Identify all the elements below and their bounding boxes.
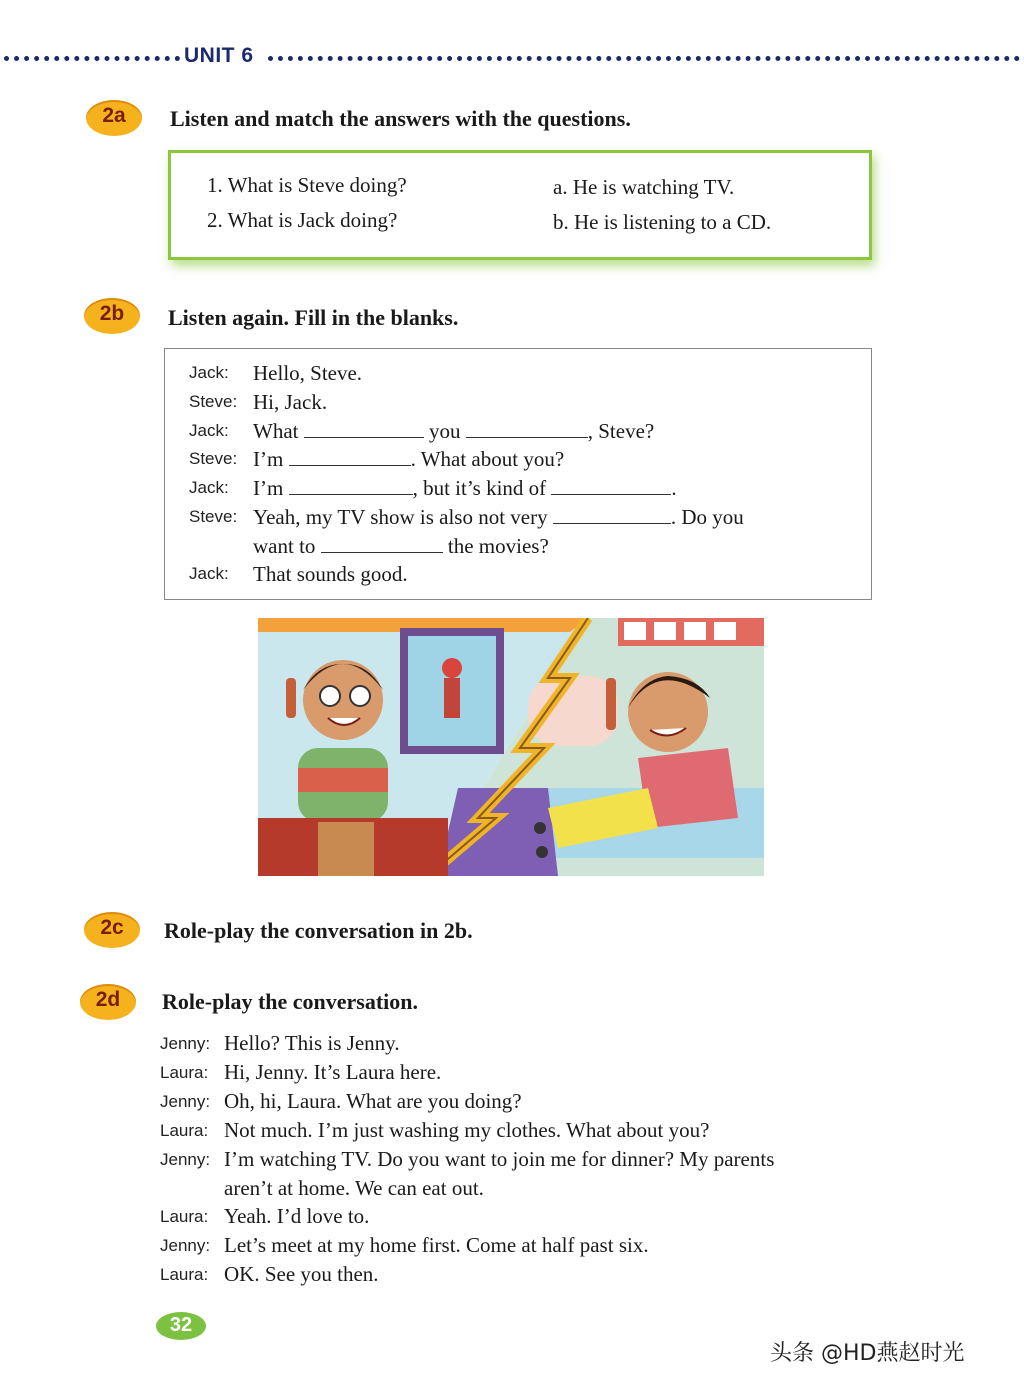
answer-blank[interactable]	[289, 447, 411, 466]
speaker: Steve:	[189, 392, 238, 411]
line-fragment: .	[671, 476, 677, 500]
badge-2d-label: 2d	[95, 988, 121, 1011]
speaker: Steve:	[189, 507, 238, 526]
speaker: Jack:	[189, 421, 229, 440]
line-fragment: What	[253, 419, 299, 443]
instruction-2a: Listen and match the answers with the questions.	[170, 106, 631, 131]
answer-blank[interactable]	[289, 476, 413, 495]
line-text	[253, 505, 744, 530]
badge-2c	[84, 912, 140, 948]
line-fragment: , Steve?	[587, 419, 655, 443]
match-box	[168, 150, 872, 260]
line-fragment: the movies?	[447, 534, 549, 558]
line-text: That sounds good.	[253, 562, 408, 586]
line-text: Hi, Jenny. It’s Laura here.	[224, 1060, 442, 1084]
phone-call-illustration	[258, 618, 764, 876]
answer-b: b. He is listening to a CD.	[553, 210, 772, 234]
line-text	[253, 447, 564, 472]
page-number-badge	[156, 1312, 206, 1340]
page-number: 32	[169, 1314, 193, 1336]
badge-2a-label: 2a	[102, 104, 126, 127]
badge-2a	[86, 100, 142, 136]
badge-2d	[80, 984, 136, 1020]
speaker: Jack:	[189, 478, 229, 497]
line-text: Oh, hi, Laura. What are you doing?	[224, 1089, 522, 1113]
instruction-2d: Role-play the conversation.	[162, 989, 419, 1014]
line-fragment: , but it’s kind of	[412, 476, 547, 500]
speaker: Jenny:	[160, 1150, 211, 1169]
speaker: Steve:	[189, 449, 238, 468]
speaker: Jenny:	[160, 1034, 211, 1053]
dotted-rule-left	[4, 56, 180, 61]
watermark: 头条 @HD燕赵时光	[770, 1341, 965, 1366]
question-1: 1. What is Steve doing?	[207, 173, 407, 197]
speaker: Jack:	[189, 564, 229, 583]
answer-blank[interactable]	[466, 419, 588, 438]
line-text: Hello, Steve.	[253, 361, 363, 385]
line-text: OK. See you then.	[224, 1262, 379, 1286]
line-fragment: Yeah, my TV show is also not very	[253, 505, 548, 529]
badge-2b	[84, 298, 140, 334]
line-fragment: . Do you	[670, 505, 744, 529]
line-fragment: you	[428, 419, 461, 443]
line-text	[253, 476, 677, 501]
instruction-2b: Listen again. Fill in the blanks.	[168, 305, 459, 330]
question-2: 2. What is Jack doing?	[207, 208, 398, 232]
answer-a: a. He is watching TV.	[553, 175, 735, 199]
conversation-2b-box	[164, 348, 872, 600]
answer-blank[interactable]	[553, 505, 671, 524]
speaker: Laura:	[160, 1207, 209, 1226]
speaker: Laura:	[160, 1121, 209, 1140]
line-text	[253, 419, 654, 444]
line-text: Hi, Jack.	[253, 390, 328, 414]
speaker: Laura:	[160, 1063, 209, 1082]
unit-header	[0, 42, 1024, 72]
badge-2c-label: 2c	[100, 916, 124, 939]
line-text: aren’t at home. We can eat out.	[224, 1176, 484, 1200]
line-fragment: I’m	[253, 447, 284, 471]
answer-blank[interactable]	[551, 476, 671, 495]
line-fragment: I’m	[253, 476, 284, 500]
answer-blank[interactable]	[304, 419, 424, 438]
speaker: Jenny:	[160, 1092, 211, 1111]
dotted-rule-right	[268, 56, 1020, 61]
speaker: Laura:	[160, 1265, 209, 1284]
line-text: Not much. I’m just washing my clothes. What about you?	[224, 1118, 710, 1142]
line-text: Let’s meet at my home first. Come at half past six.	[224, 1233, 649, 1257]
instruction-2c: Role-play the conversation in 2b.	[164, 918, 473, 943]
line-text: I’m watching TV. Do you want to join me for dinner? My parents	[224, 1147, 775, 1171]
line-fragment: want to	[253, 534, 316, 558]
line-fragment: . What about you?	[410, 447, 565, 471]
speaker: Jack:	[189, 363, 229, 382]
speaker: Jenny:	[160, 1236, 211, 1255]
answer-blank[interactable]	[321, 534, 443, 553]
line-text: Yeah. I’d love to.	[224, 1204, 370, 1228]
badge-2b-label: 2b	[99, 302, 125, 325]
unit-label: UNIT 6	[184, 44, 254, 67]
line-text	[253, 534, 549, 559]
line-text: Hello? This is Jenny.	[224, 1031, 400, 1055]
